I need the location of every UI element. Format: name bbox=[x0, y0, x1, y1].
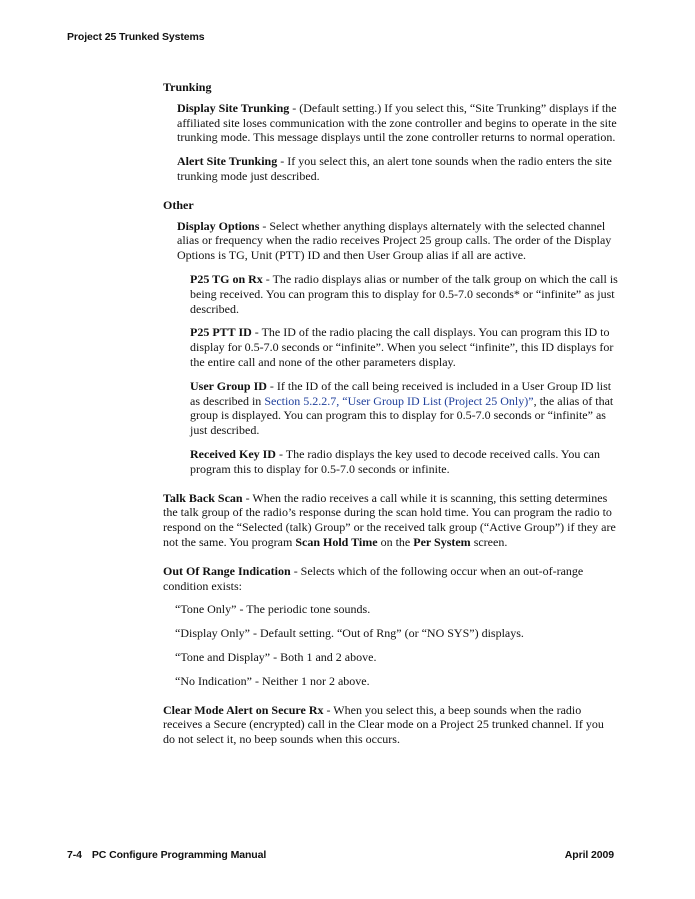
out-of-range-text: - Selects which of the following occur when an out-of-range condition exists: bbox=[163, 563, 584, 593]
display-options-term: Display Options bbox=[177, 218, 260, 233]
other-heading: Other bbox=[163, 197, 194, 212]
received-key-id-paragraph bbox=[190, 447, 618, 477]
page-body bbox=[163, 80, 618, 747]
p25-tg-on-rx-text: - The radio displays alias or number of the talk group on which the call is being received. You can program this to display for 0.5-7.0 seconds* or “infinite” as just described. bbox=[190, 271, 618, 316]
talk-back-scan-text-3: screen. bbox=[470, 534, 508, 549]
out-of-range-option-2: “Display Only” - Default setting. “Out of Rng” (or “NO SYS”) displays. bbox=[175, 626, 524, 641]
p25-ptt-id-text: - The ID of the radio placing the call displays. You can program this ID to display for 0.5-7.0 seconds or “infinite”. When you select “infinite”, this ID displays for the entire call and none of the other parameters display. bbox=[190, 325, 614, 369]
user-group-id-term: User Group ID bbox=[190, 378, 267, 393]
display-options-text: - Select whether anything displays alternately with the selected channel alias or frequency when the radio receives Project 25 group calls. The order of the Display Options is TG, Unit (PTT) ID and then User Group alias if all are active. bbox=[177, 218, 612, 263]
display-options-paragraph bbox=[177, 219, 618, 263]
p25-ptt-id-term: P25 PTT ID bbox=[190, 325, 252, 340]
received-key-id-text: - The radio displays the key used to decode received calls. You can program this to display for 0.5-7.0 seconds or infinite. bbox=[190, 446, 601, 476]
display-site-trunking-term: Display Site Trunking bbox=[177, 100, 290, 115]
per-system-term: Per System bbox=[413, 534, 471, 549]
alert-site-trunking-paragraph bbox=[177, 154, 618, 184]
footer-left bbox=[67, 849, 266, 861]
received-key-id-term: Received Key ID bbox=[190, 446, 276, 461]
alert-site-trunking-text: - If you select this, an alert tone sounds when the radio enters the site trunking mode just described. bbox=[177, 154, 612, 183]
user-group-id-list-link[interactable]: Section 5.2.2.7, “User Group ID List (Project 25 Only)” bbox=[264, 393, 534, 408]
p25-tg-on-rx-term: P25 TG on Rx bbox=[190, 271, 263, 286]
user-group-id-text-after: , the alias of that group is displayed. You can program this to display for 0.5-7.0 seconds or “infinite” as just described. bbox=[190, 393, 614, 438]
out-of-range-option-1: “Tone Only” - The periodic tone sounds. bbox=[175, 602, 371, 617]
clear-mode-alert-text: - When you select this, a beep sounds when the radio receives a Secure (encrypted) call in the Clear mode on a Project 25 trunked channel. If you do not select it, no beep sounds when this occurs. bbox=[163, 702, 604, 747]
trunking-heading: Trunking bbox=[163, 80, 212, 94]
page-number: 7-4 bbox=[67, 849, 82, 861]
clear-mode-alert-term: Clear Mode Alert on Secure Rx bbox=[163, 702, 324, 717]
out-of-range-option-4: “No Indication” - Neither 1 nor 2 above. bbox=[175, 673, 370, 688]
talk-back-scan-text-1: - When the radio receives a call while it is scanning, this setting determines the talk group of the radio’s response during the scan hold time. You can program the radio to respond on the “Selected (talk) Group” or the received talk group (“Active Group”) if they are not the same. You program bbox=[163, 490, 616, 549]
p25-tg-on-rx-paragraph bbox=[190, 272, 618, 316]
user-group-id-paragraph bbox=[190, 379, 618, 438]
user-group-id-text-before: - If the ID of the call being received is included in a User Group ID list as described in bbox=[190, 378, 612, 408]
out-of-range-option-3: “Tone and Display” - Both 1 and 2 above. bbox=[175, 649, 377, 664]
talk-back-scan-text-2: on the bbox=[377, 534, 414, 549]
p25-ptt-id-paragraph bbox=[190, 325, 618, 369]
alert-site-trunking-term: Alert Site Trunking bbox=[177, 154, 278, 169]
talk-back-scan-paragraph bbox=[163, 491, 618, 550]
footer-date: April 2009 bbox=[564, 849, 614, 861]
display-site-trunking-text: - (Default setting.) If you select this, “Site Trunking” displays if the affiliated site loses communication with the zone controller and begins to operate in the site trunking mode. This message displays until the zone controller returns to normal operation. bbox=[177, 100, 617, 145]
clear-mode-alert-paragraph bbox=[163, 703, 618, 747]
manual-title: PC Configure Programming Manual bbox=[91, 849, 267, 861]
talk-back-scan-term: Talk Back Scan bbox=[163, 490, 243, 505]
scan-hold-time-term: Scan Hold Time bbox=[295, 534, 378, 549]
out-of-range-paragraph bbox=[163, 564, 618, 594]
out-of-range-term: Out Of Range Indication bbox=[163, 563, 291, 578]
display-site-trunking-paragraph bbox=[177, 101, 618, 145]
running-header: Project 25 Trunked Systems bbox=[67, 31, 205, 43]
